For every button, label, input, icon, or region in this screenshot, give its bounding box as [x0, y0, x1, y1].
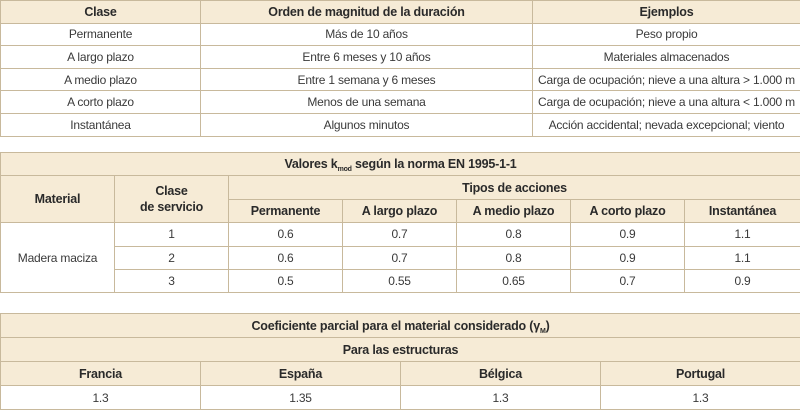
header-clase-servicio: Clase de servicio	[115, 176, 229, 223]
cell-clase: A corto plazo	[1, 91, 201, 114]
cell-coefficient: 1.3	[401, 386, 601, 410]
cell-ejemplos: Peso propio	[533, 23, 800, 46]
header-orden-magnitud: Orden de magnitud de la duración	[201, 1, 533, 24]
cell-value: 0.8	[457, 246, 571, 269]
table-row	[1, 91, 800, 114]
cell-clase: A medio plazo	[1, 68, 201, 91]
cell-duracion: Entre 6 meses y 10 años	[201, 46, 533, 69]
cell-value: 0.5	[229, 269, 343, 292]
cell-ejemplos: Carga de ocupación; nieve a una altura < 1.000 m	[533, 91, 800, 114]
cell-value: 0.7	[571, 269, 685, 292]
kmod-values-table	[0, 152, 800, 293]
table-row	[1, 223, 800, 246]
header-country: Bélgica	[401, 362, 601, 386]
table-header-row	[1, 176, 800, 199]
header-tipos-acciones: Tipos de acciones	[229, 176, 800, 199]
cell-duracion: Menos de una semana	[201, 91, 533, 114]
cell-coefficient: 1.3	[601, 386, 800, 410]
cell-ejemplos: Carga de ocupación; nieve a una altura > 1.000 m	[533, 68, 800, 91]
header-action: A medio plazo	[457, 199, 571, 222]
table-header-row	[1, 362, 800, 386]
cell-value: 1.1	[685, 246, 800, 269]
cell-clase: 2	[115, 246, 229, 269]
header-country: Francia	[1, 362, 201, 386]
cell-value: 0.9	[571, 246, 685, 269]
cell-value: 0.7	[343, 246, 457, 269]
cell-coefficient: 1.3	[1, 386, 201, 410]
table-row	[1, 23, 800, 46]
coefficient-table-title: Coeficiente parcial para el material considerado $(\gamma_M)$	[1, 314, 800, 338]
table-row	[1, 113, 800, 136]
header-country: España	[201, 362, 401, 386]
header-action: A corto plazo	[571, 199, 685, 222]
table-row	[1, 269, 800, 292]
partial-coefficient-table	[0, 313, 800, 410]
cell-value: 0.8	[457, 223, 571, 246]
table-subtitle-row	[1, 338, 800, 362]
header-clase: Clase	[1, 1, 201, 24]
coefficient-table-subtitle: Para las estructuras	[1, 338, 800, 362]
table-row	[1, 386, 800, 410]
cell-clase: A largo plazo	[1, 46, 201, 69]
cell-value: 1.1	[685, 223, 800, 246]
cell-clase: Permanente	[1, 23, 201, 46]
header-action: A largo plazo	[343, 199, 457, 222]
cell-clase: Instantánea	[1, 113, 201, 136]
table-header-row	[1, 1, 800, 24]
cell-coefficient: 1.35	[201, 386, 401, 410]
header-action: Permanente	[229, 199, 343, 222]
cell-material: Madera maciza	[1, 223, 115, 293]
table-title-row	[1, 314, 800, 338]
cell-value: 0.6	[229, 246, 343, 269]
table-row	[1, 246, 800, 269]
table-title-row	[1, 153, 800, 176]
cell-value: 0.6	[229, 223, 343, 246]
table-row	[1, 68, 800, 91]
cell-clase: 1	[115, 223, 229, 246]
header-material: Material	[1, 176, 115, 223]
duration-classes-table	[0, 0, 800, 137]
kmod-table-title: Valores $k_{mod}$ según la norma EN 1995-1-1	[1, 153, 800, 176]
cell-value: 0.9	[685, 269, 800, 292]
cell-duracion: Más de 10 años	[201, 23, 533, 46]
cell-value: 0.65	[457, 269, 571, 292]
cell-ejemplos: Materiales almacenados	[533, 46, 800, 69]
cell-value: 0.7	[343, 223, 457, 246]
header-action: Instantánea	[685, 199, 800, 222]
cell-duracion: Algunos minutos	[201, 113, 533, 136]
cell-value: 0.9	[571, 223, 685, 246]
cell-clase: 3	[115, 269, 229, 292]
header-ejemplos: Ejemplos	[533, 1, 800, 24]
cell-duracion: Entre 1 semana y 6 meses	[201, 68, 533, 91]
cell-ejemplos: Acción accidental; nevada excepcional; viento	[533, 113, 800, 136]
cell-value: 0.55	[343, 269, 457, 292]
table-row	[1, 46, 800, 69]
header-country: Portugal	[601, 362, 800, 386]
